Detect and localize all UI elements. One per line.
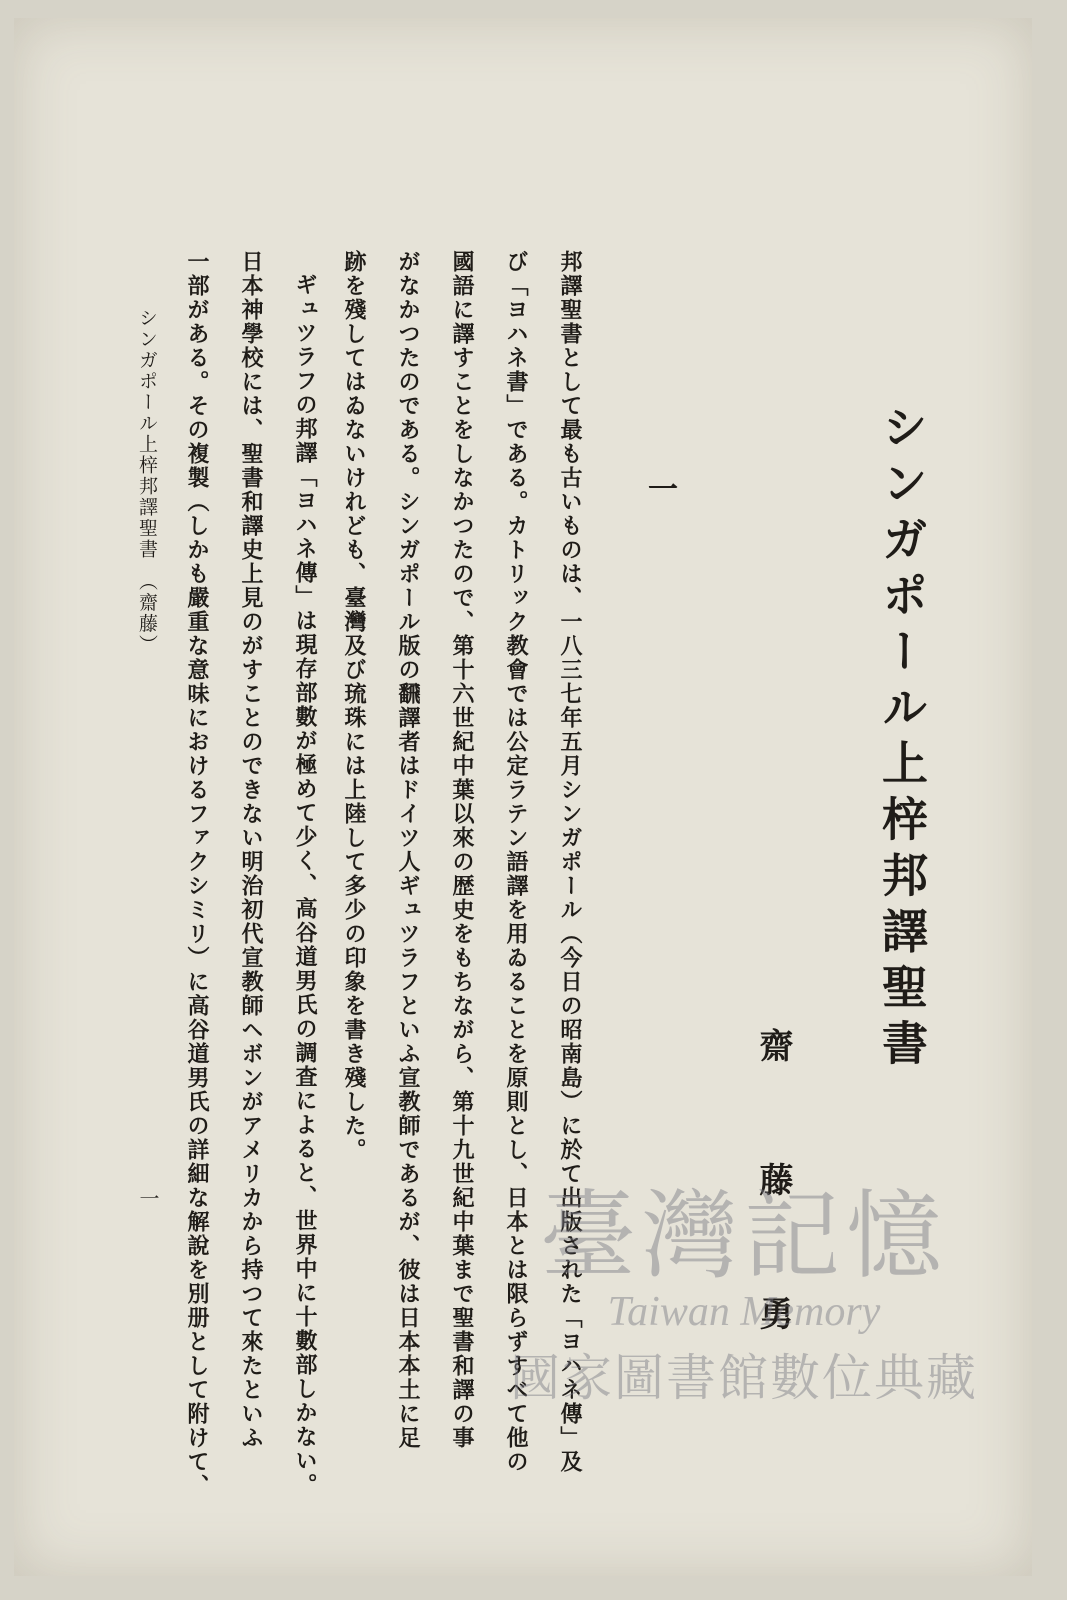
body-column: 跡を殘してはゐないけれども、臺灣及び琉珠には上陸して多少の印象を書き殘した。 xyxy=(341,250,367,1162)
article-title: シンガポール上梓邦譯聖書 xyxy=(875,403,929,1075)
running-title: シンガポール上梓邦譯聖書 （齋藤） xyxy=(136,308,158,656)
body-column: がなかつたのである。シンガポール版の飜譯者はドイツ人ギュツラフといふ宣教師であるが、彼は日本本土に足 xyxy=(395,250,421,1450)
author-name: 齋藤勇 xyxy=(753,1028,793,1430)
page-number: 一 xyxy=(136,1188,160,1208)
section-number: 一 xyxy=(642,473,677,503)
watermark-sub: 國家圖書館數位典藏 xyxy=(510,1349,978,1407)
body-column: 一部がある。その複製（しかも嚴重な意味におけるファクシミリ）に高谷道男氏の詳細な解說を別册として附けて、 xyxy=(184,250,210,1498)
body-column: び「ヨハネ書」である。カトリック教會では公定ラテン語譯を用ゐることを原則とし、日本とは限らずすべて他の xyxy=(503,250,529,1474)
body-column: 邦譯聖書として最も古いものは、一八三七年五月シンガポール（今日の昭南島）に於て出版された「ヨハネ傳」及 xyxy=(557,250,583,1474)
body-column: 國語に譯すことをしなかつたので、第十六世紀中葉以來の歴史をもちながら、第十九世紀中葉まで聖書和譯の事 xyxy=(449,250,475,1450)
watermark-main: 臺灣記憶 xyxy=(540,1180,948,1292)
body-column: ギュツラフの邦譯「ヨハネ傳」は現存部數が極めて少く、高谷道男氏の調査によると、世界中に十數部しかない。 xyxy=(292,273,318,1497)
document-page xyxy=(14,18,1032,1576)
watermark xyxy=(484,1180,1004,1458)
body-column: 日本神學校には、聖書和譯史上見のがすことのできない明治初代宣教師ヘボンがアメリカから持つて來たといふ xyxy=(238,250,264,1450)
watermark-english: Taiwan Memory xyxy=(607,1289,881,1335)
